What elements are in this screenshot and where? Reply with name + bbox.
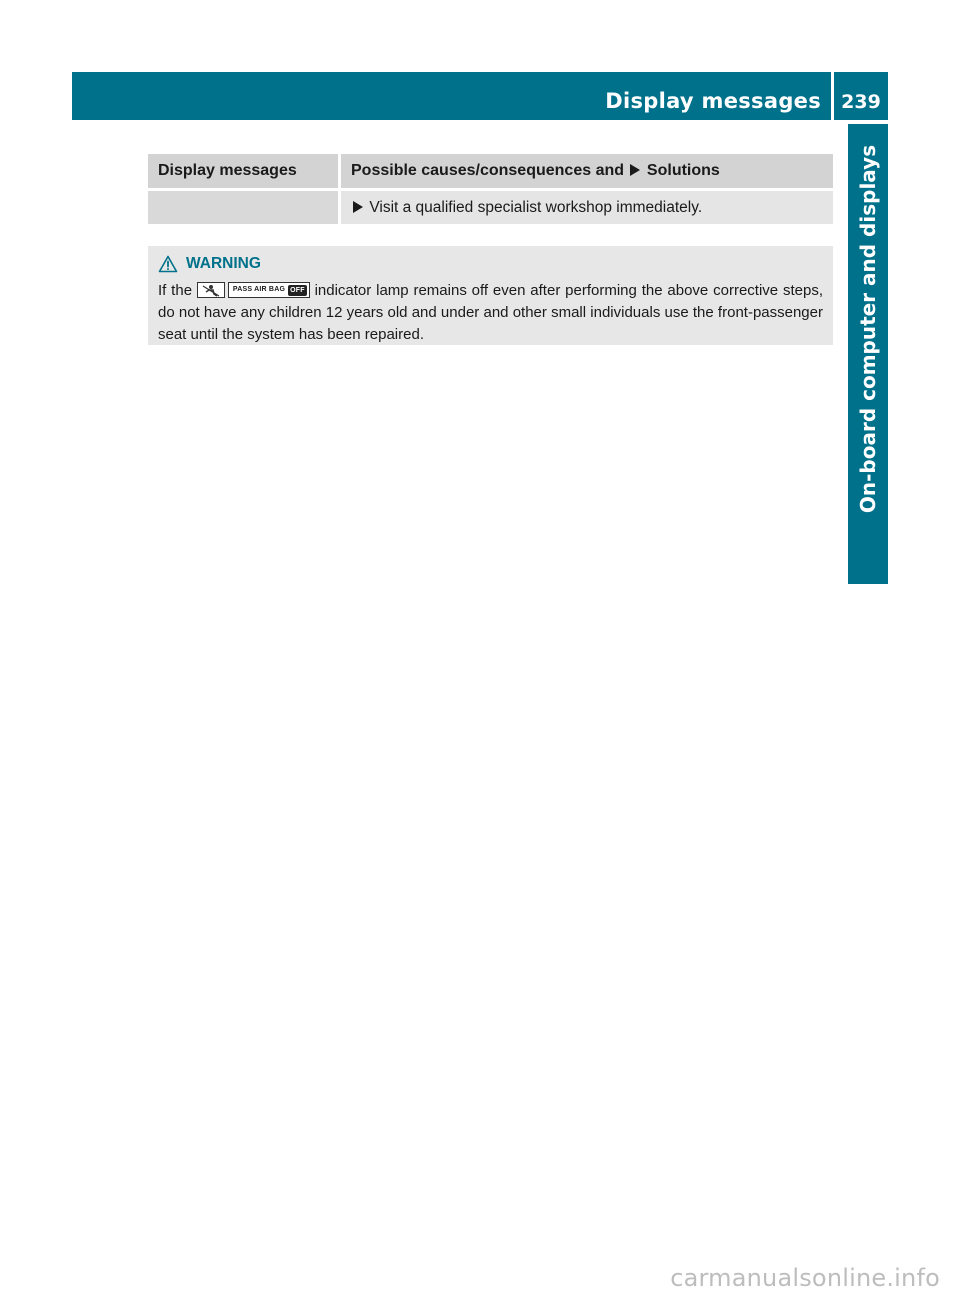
warning-text-before: If the bbox=[158, 282, 193, 299]
table-header-row bbox=[148, 154, 833, 188]
display-messages-table bbox=[148, 154, 833, 224]
warning-box bbox=[148, 246, 833, 345]
child-seat-icon bbox=[197, 282, 225, 298]
table-cell-solution bbox=[341, 188, 833, 224]
solution-text: Visit a qualified specialist workshop immediately. bbox=[369, 198, 703, 216]
warning-triangle-icon bbox=[158, 255, 178, 273]
column-header-solutions bbox=[341, 154, 833, 188]
warning-title: WARNING bbox=[186, 255, 261, 272]
warning-text bbox=[158, 280, 823, 346]
table-row bbox=[148, 188, 833, 224]
column-header-causes-text: Possible causes/consequences and bbox=[351, 162, 625, 179]
header-bar bbox=[72, 72, 831, 120]
page-title: Display messages bbox=[605, 89, 821, 113]
warning-text-after: indicator lamp remains off even after performing the above corrective steps, do not have any children 12 years old and under and other small individuals use the front-passenger seat until the system has been repaired. bbox=[158, 282, 824, 343]
pass-air-bag-off-label: PASS AIR BAG OFF bbox=[228, 282, 310, 298]
watermark: carmanualsonline.info bbox=[670, 1264, 940, 1292]
warning-header bbox=[158, 252, 823, 276]
chapter-side-tab bbox=[848, 124, 888, 584]
table-cell-message bbox=[148, 188, 341, 224]
column-header-solutions-text: Solutions bbox=[646, 162, 720, 179]
chapter-label: On-board computer and displays bbox=[856, 144, 881, 514]
page-number-box bbox=[834, 72, 888, 120]
arrow-right-icon bbox=[630, 164, 640, 176]
column-header-display-messages: Display messages bbox=[148, 154, 341, 188]
page-number: 239 bbox=[841, 91, 881, 113]
step-arrow-icon bbox=[353, 201, 363, 213]
pass-air-bag-off-indicator-icon bbox=[197, 282, 310, 298]
